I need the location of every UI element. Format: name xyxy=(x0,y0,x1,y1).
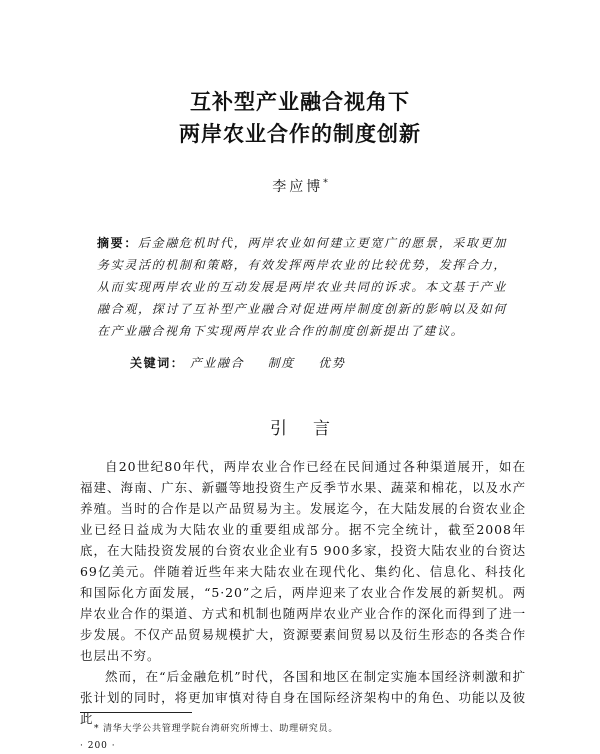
footnote: * 清华大学公共管理学院台湾研究所博士、助理研究员。 xyxy=(94,724,339,734)
body-text xyxy=(80,456,526,729)
section-heading: 引言 xyxy=(270,419,356,439)
footnote-divider xyxy=(80,712,192,713)
keyword: 产业融合 xyxy=(189,356,245,370)
author-footnote-mark: * xyxy=(323,178,328,189)
paragraph: 自20世纪80年代，两岸农业合作已经在民间通过各种渠道展开，如在福建、海南、广东、新疆等地投资生产反季节水果、蔬菜和棉花，以及水产养殖。当时的合作是以产品贸易为主。发展迄今，在大陆发展的台资农业企业已经日益成为大陆农业的重要组成部分。据不完全统计，截至2008年底，在大陆投资发展的台资农业企业有5 900多家，投资大陆农业的台资达69亿美元。伴随着近些年来大陆农业在现代化、集约化、信息化、科技化和国际化方面发展，“5·20”之后，两岸迎来了农业合作发展的新契机。两岸农业合作的渠道、方式和机制也随两岸农业产业合作的深化而得到了进一步发展。不仅产品贸易规模扩大，资源要素间贸易以及衍生形态的各类合作也层出不穷。 xyxy=(80,459,526,663)
keywords-label: 关键词： xyxy=(130,356,185,370)
keyword: 优势 xyxy=(318,356,346,370)
abstract-label: 摘要： xyxy=(97,236,139,250)
abstract-text: 后金融危机时代，两岸农业如何建立更宽广的愿景，采取更加务实灵活的机制和策略，有效发挥两岸农业的比较优势，发挥合力，从而实现两岸农业的互动发展是两岸农业共同的诉求。本文基于产业融合观，探讨了互补型产业融合对促进两岸制度创新的影响以及如何在产业融合视角下实现两岸农业合作的制度创新提出了建议。 xyxy=(97,236,507,338)
title-line-2: 两岸农业合作的制度创新 xyxy=(179,122,421,146)
author xyxy=(0,176,600,196)
abstract xyxy=(97,232,507,342)
author-name: 李应博 xyxy=(272,179,324,195)
keyword: 制度 xyxy=(267,356,295,370)
keywords xyxy=(130,352,510,374)
paragraph: 然而，在“后金融危机”时代，各国和地区在制定实施本国经济刺激和扩张计划的同时，将更加审慎对待自身在国际经济架构中的角色、功能以及彼此 xyxy=(80,669,526,726)
page-number: · 200 · xyxy=(80,741,116,751)
title-line-1: 互补型产业融合视角下 xyxy=(190,90,410,114)
